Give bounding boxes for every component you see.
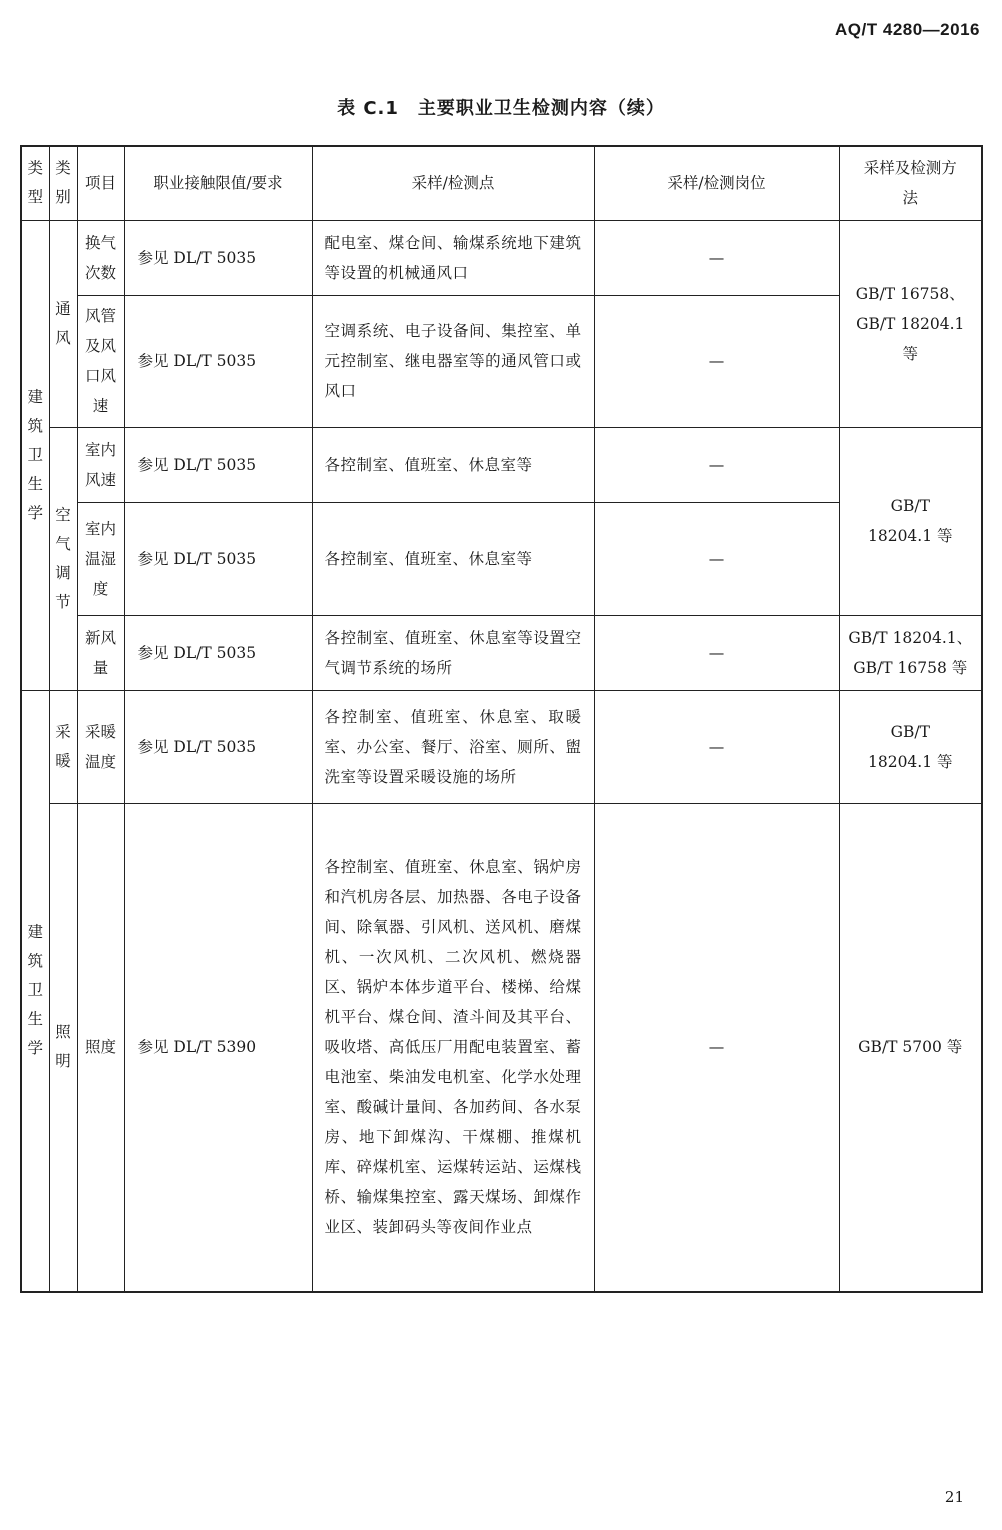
table-row — [21, 803, 982, 1292]
table-header-row — [21, 146, 982, 220]
limit-cell: 参见 DL/T 5390 — [124, 803, 312, 1292]
posts-cell: — — [594, 803, 839, 1292]
limit-cell: 参见 DL/T 5035 — [124, 427, 312, 502]
posts-cell: — — [594, 690, 839, 803]
table-row — [21, 220, 982, 295]
points-cell: 空调系统、电子设备间、集控室、单元控制室、继电器室等的通风管口或风口 — [312, 295, 594, 427]
method-cell: GB/T 5700 等 — [839, 803, 982, 1292]
inspection-content-table — [20, 145, 983, 1293]
limit-cell: 参见 DL/T 5035 — [124, 615, 312, 690]
category-air-conditioning: 空气调节 — [49, 427, 77, 690]
table-row — [21, 502, 982, 615]
category-ventilation: 通风 — [49, 220, 77, 427]
method-cell: GB/T 18204.1 等 — [839, 690, 982, 803]
method-cell: GB/T 16758、GB/T 18204.1 等 — [839, 220, 982, 427]
table-title: 表 C.1 主要职业卫生检测内容（续） — [337, 98, 665, 119]
item-cell: 室内温湿度 — [77, 502, 124, 615]
posts-cell: — — [594, 615, 839, 690]
table-row — [21, 690, 982, 803]
header-points: 采样/检测点 — [312, 146, 594, 220]
limit-cell: 参见 DL/T 5035 — [124, 220, 312, 295]
limit-cell: 参见 DL/T 5035 — [124, 690, 312, 803]
posts-cell: — — [594, 295, 839, 427]
page-number: 21 — [944, 1488, 964, 1506]
standard-code: AQ/T 4280—2016 — [835, 20, 980, 39]
item-cell: 采暖温度 — [77, 690, 124, 803]
table-row — [21, 615, 982, 690]
item-cell: 新风量 — [77, 615, 124, 690]
item-cell: 室内风速 — [77, 427, 124, 502]
limit-cell: 参见 DL/T 5035 — [124, 502, 312, 615]
method-cell: GB/T 18204.1 等 — [839, 427, 982, 615]
header-limit: 职业接触限值/要求 — [124, 146, 312, 220]
points-cell: 各控制室、值班室、休息室等 — [312, 427, 594, 502]
points-cell: 各控制室、值班室、休息室等设置空气调节系统的场所 — [312, 615, 594, 690]
points-cell: 各控制室、值班室、休息室、取暖室、办公室、餐厅、浴室、厕所、盥洗室等设置采暖设施的场所 — [312, 690, 594, 803]
points-cell: 各控制室、值班室、休息室、锅炉房和汽机房各层、加热器、各电子设备间、除氧器、引风机、送风机、磨煤机、一次风机、二次风机、燃烧器区、锅炉本体步道平台、楼梯、给煤机平台、煤仓间、渣斗间及其平台、吸收塔、高低压厂用配电装置室、蓄电池室、柴油发电机室、化学水处理室、酸碱计量间、各加药间、各水泵房、地下卸煤沟、干煤棚、推煤机库、碎煤机室、运煤转运站、运煤栈桥、输煤集控室、露天煤场、卸煤作业区、装卸码头等夜间作业点 — [312, 803, 594, 1292]
type-building-hygiene-2: 建筑卫生学 — [21, 690, 49, 1292]
header-posts: 采样/检测岗位 — [594, 146, 839, 220]
header-category: 类别 — [49, 146, 77, 220]
header-item: 项目 — [77, 146, 124, 220]
table-row — [21, 295, 982, 427]
posts-cell: — — [594, 220, 839, 295]
points-cell: 各控制室、值班室、休息室等 — [312, 502, 594, 615]
header-method: 采样及检测方法 — [839, 146, 982, 220]
item-cell: 风管及风口风速 — [77, 295, 124, 427]
item-cell: 照度 — [77, 803, 124, 1292]
category-heating: 采暖 — [49, 690, 77, 803]
posts-cell: — — [594, 427, 839, 502]
limit-cell: 参见 DL/T 5035 — [124, 295, 312, 427]
item-cell: 换气次数 — [77, 220, 124, 295]
points-cell: 配电室、煤仓间、输煤系统地下建筑等设置的机械通风口 — [312, 220, 594, 295]
type-building-hygiene-1: 建筑卫生学 — [21, 220, 49, 690]
category-lighting: 照明 — [49, 803, 77, 1292]
header-type: 类型 — [21, 146, 49, 220]
method-cell: GB/T 18204.1、GB/T 16758 等 — [839, 615, 982, 690]
posts-cell: — — [594, 502, 839, 615]
table-row — [21, 427, 982, 502]
